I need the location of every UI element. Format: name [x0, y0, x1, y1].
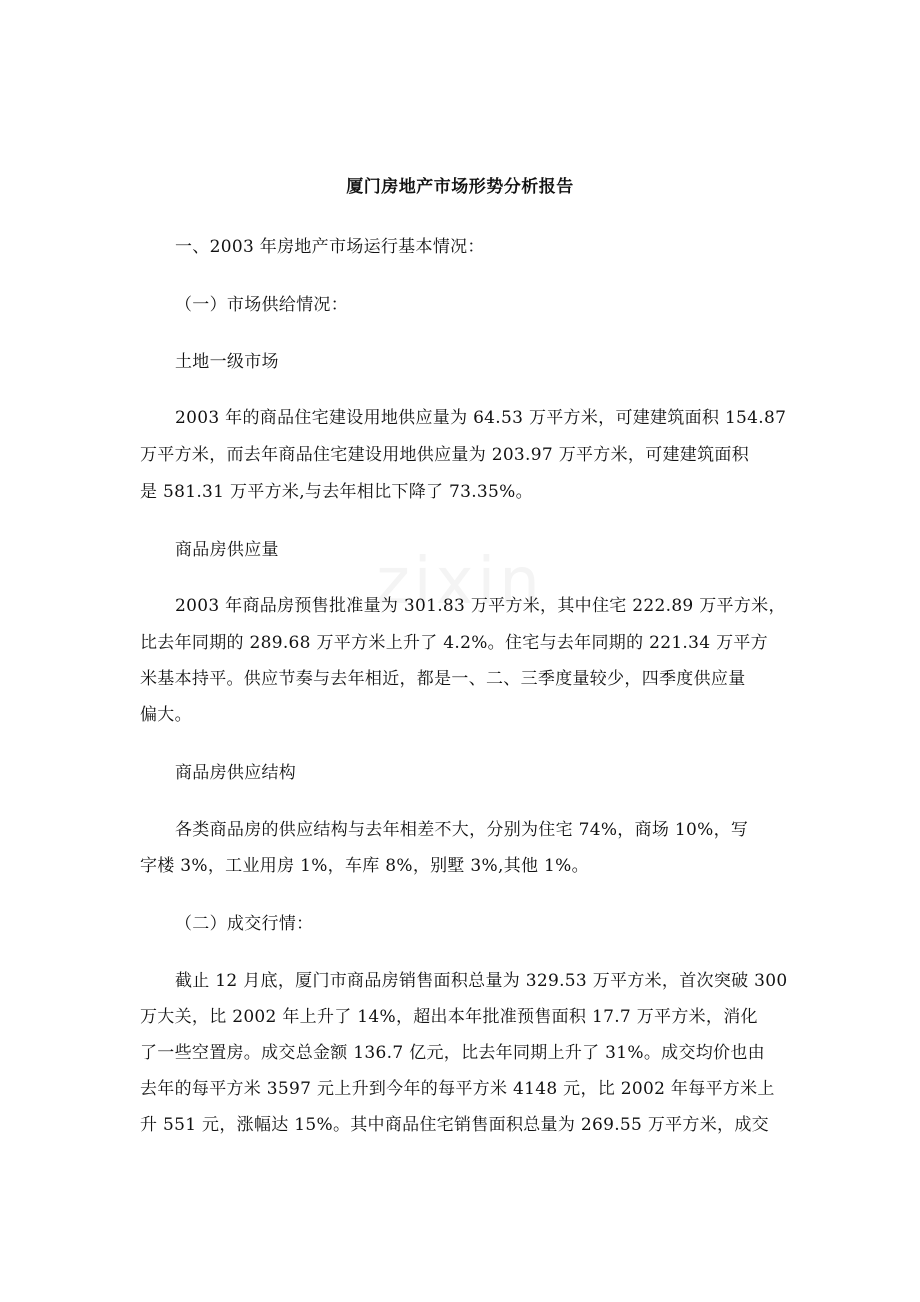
- paragraph-line: 字楼 3%，工业用房 1%，车库 8%，别墅 3%,其他 1%。: [140, 856, 589, 876]
- paragraph-line: 截止 12 月底，厦门市商品房销售面积总量为 329.53 万平方米，首次突破 300: [175, 971, 788, 991]
- paragraph-line: 升 551 元，涨幅达 15%。其中商品住宅销售面积总量为 269.55 万平方米，成交: [140, 1115, 769, 1135]
- paragraph-line: 万平方米，而去年商品住宅建设用地供应量为 203.97 万平方米，可建建筑面积: [140, 445, 749, 465]
- paragraph-line: 了一些空置房。成交总金额 136.7 亿元，比去年同期上升了 31%。成交均价也由: [140, 1043, 765, 1063]
- section-heading-1: 一、2003 年房地产市场运行基本情况：: [175, 237, 485, 257]
- paragraph-line: 是 581.31 万平方米,与去年相比下降了 73.35%。: [140, 482, 533, 502]
- paragraph-heading-land-market: 土地一级市场: [175, 352, 279, 372]
- paragraph-heading-supply-volume: 商品房供应量: [175, 540, 279, 560]
- subsection-heading-supply: （一）市场供给情况：: [175, 295, 348, 315]
- paragraph-line: 偏大。: [140, 705, 192, 725]
- paragraph-line: 2003 年商品房预售批准量为 301.83 万平方米，其中住宅 222.89 万平方米，: [175, 596, 786, 616]
- watermark: zixin: [376, 545, 544, 619]
- paragraph-line: 米基本持平。供应节奏与去年相近，都是一、二、三季度量较少，四季度供应量: [140, 669, 746, 689]
- paragraph-line: 2003 年的商品住宅建设用地供应量为 64.53 万平方米，可建建筑面积 154.87: [175, 408, 787, 428]
- document-title: 厦门房地产市场形势分析报告: [346, 177, 574, 197]
- paragraph-line: 比去年同期的 289.68 万平方米上升了 4.2%。住宅与去年同期的 221.34 万平方: [140, 633, 768, 653]
- paragraph-heading-supply-structure: 商品房供应结构: [175, 763, 297, 783]
- paragraph-line: 万大关，比 2002 年上升了 14%，超出本年批准预售面积 17.7 万平方米，消化: [140, 1007, 758, 1027]
- paragraph-line: 各类商品房的供应结构与去年相差不大，分别为住宅 74%，商场 10%，写: [175, 820, 749, 840]
- paragraph-line: 去年的每平方米 3597 元上升到今年的每平方米 4148 元，比 2002 年每平方米上: [140, 1079, 775, 1099]
- subsection-heading-transactions: （二）成交行情：: [175, 914, 314, 934]
